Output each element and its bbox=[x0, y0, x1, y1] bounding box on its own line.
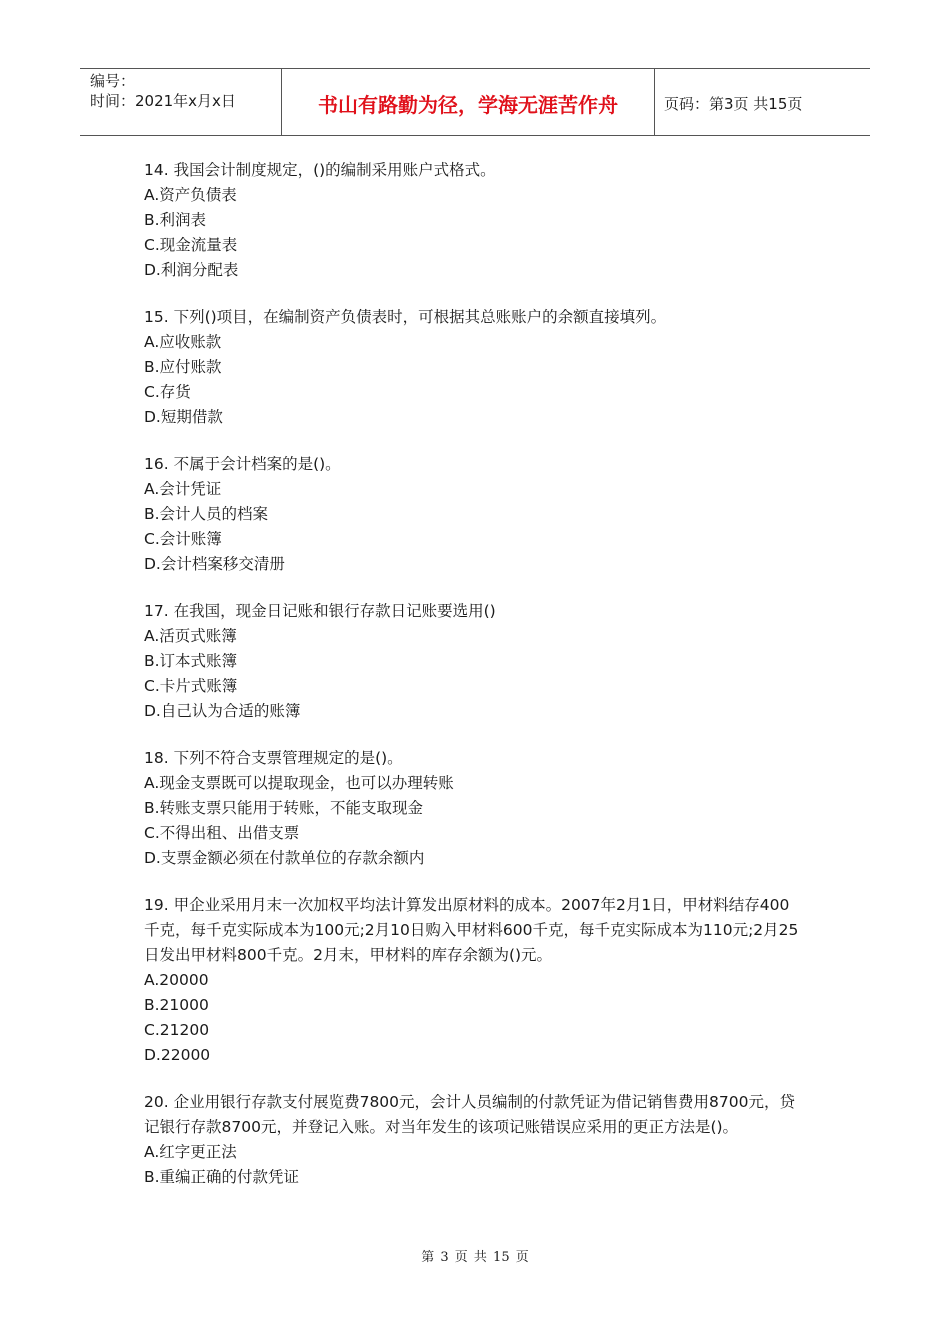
header-meta bbox=[90, 71, 236, 111]
option-b: B.重编正确的付款凭证 bbox=[144, 1168, 300, 1186]
option-a: A.应收账款 bbox=[144, 333, 222, 351]
option-b: B.转账支票只能用于转账，不能支取现金 bbox=[144, 799, 424, 817]
option-a: A.会计凭证 bbox=[144, 480, 222, 498]
option-b: B.21000 bbox=[144, 996, 209, 1014]
option-a: A.20000 bbox=[144, 971, 209, 989]
question-stem: 14. 我国会计制度规定，()的编制采用账户式格式。 bbox=[144, 161, 496, 179]
page-header bbox=[80, 68, 870, 136]
question-stem: 19. 甲企业采用月末一次加权平均法计算发出原材料的成本。2007年2月1日，甲材料结存400千克，每千克实际成本为100元;2月10日购入甲材料600千克，每千克实际成本为110元;2月25日发出甲材料800千克。2月末，甲材料的库存余额为()元。 bbox=[144, 896, 799, 964]
option-b: B.会计人员的档案 bbox=[144, 505, 269, 523]
question-19 bbox=[144, 893, 804, 1068]
option-b: B.订本式账簿 bbox=[144, 652, 238, 670]
option-c: C.存货 bbox=[144, 383, 191, 401]
question-18 bbox=[144, 746, 804, 871]
option-c: C.不得出租、出借支票 bbox=[144, 824, 300, 842]
question-stem: 16. 不属于会计档案的是()。 bbox=[144, 455, 341, 473]
question-20 bbox=[144, 1090, 804, 1190]
question-stem: 15. 下列()项目，在编制资产负债表时，可根据其总账账户的余额直接填列。 bbox=[144, 308, 667, 326]
question-17 bbox=[144, 599, 804, 724]
question-stem: 18. 下列不符合支票管理规定的是()。 bbox=[144, 749, 403, 767]
option-d: D.短期借款 bbox=[144, 408, 223, 426]
header-divider-right bbox=[654, 69, 655, 135]
option-d: D.自己认为合适的账簿 bbox=[144, 702, 301, 720]
option-c: C.会计账簿 bbox=[144, 530, 222, 548]
option-c: C.卡片式账簿 bbox=[144, 677, 238, 695]
page-footer: 第 3 页 共 15 页 bbox=[421, 1250, 529, 1265]
question-16 bbox=[144, 452, 804, 577]
question-list bbox=[144, 158, 804, 1212]
option-d: D.支票金额必须在付款单位的存款余额内 bbox=[144, 849, 425, 867]
option-c: C.21200 bbox=[144, 1021, 210, 1039]
option-a: A.现金支票既可以提取现金，也可以办理转账 bbox=[144, 774, 454, 792]
document-time-label: 时间：2021年x月x日 bbox=[90, 92, 236, 110]
option-d: D.会计档案移交清册 bbox=[144, 555, 285, 573]
option-d: D.利润分配表 bbox=[144, 261, 239, 279]
question-stem: 17. 在我国，现金日记账和银行存款日记账要选用() bbox=[144, 602, 496, 620]
option-a: A.红字更正法 bbox=[144, 1143, 237, 1161]
question-stem: 20. 企业用银行存款支付展览费7800元，会计人员编制的付款凭证为借记销售费用8700元，贷记银行存款8700元，并登记入账。对当年发生的该项记账错误应采用的更正方法是()。 bbox=[144, 1093, 795, 1136]
option-a: A.活页式账簿 bbox=[144, 627, 237, 645]
option-a: A.资产负债表 bbox=[144, 186, 237, 204]
option-c: C.现金流量表 bbox=[144, 236, 238, 254]
question-15 bbox=[144, 305, 804, 430]
option-d: D.22000 bbox=[144, 1046, 211, 1064]
header-motto: 书山有路勤为径，学海无涯苦作舟 bbox=[318, 92, 618, 117]
document-number-label: 编号： bbox=[90, 72, 136, 90]
header-page-number: 页码：第3页 共15页 bbox=[664, 94, 803, 113]
option-b: B.应付账款 bbox=[144, 358, 222, 376]
question-14 bbox=[144, 158, 804, 283]
option-b: B.利润表 bbox=[144, 211, 207, 229]
